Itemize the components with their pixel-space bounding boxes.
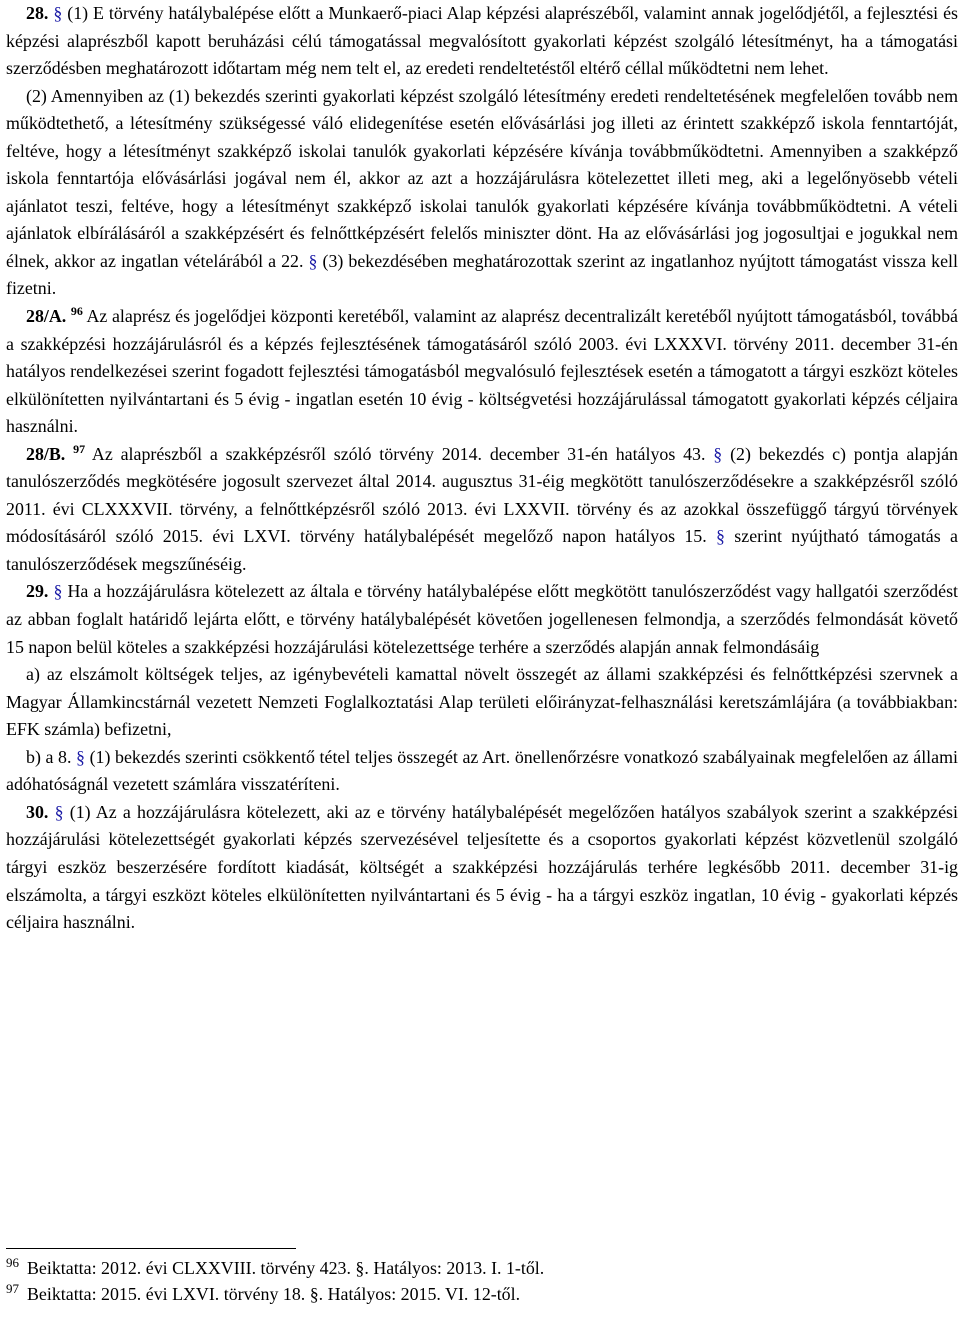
section-text: (1) Az a hozzájárulásra kötelezett, aki az e törvény hatálybalépését megelőzően hatályos szabályok szerint a szakképzési hozzájárulási kötelezettségét gyakorlati képzés szervezésével teljesítette és a csoportos gyakorlati képzést közvetlenül szolgáló tárgyi eszköz beszerzésére fordított kiadását, költségét a szakképzési hozzájárulás terhére legkésőbb 2011. december 31-ig elszámolta, a tárgyi eszközt köteles elkülönítetten nyilvántartani és 5 évig - ha a tárgyi eszköz ingatlan, 10 évig - gyakorlati képzés céljaira használni.	[6, 801, 958, 933]
section-number: 28/B.	[26, 443, 66, 464]
paragraph-sign: §	[54, 801, 64, 822]
section-text: Az alaprészből a szakképzésről szóló törvény 2014. december 31-én hatályos 43.	[91, 443, 706, 464]
footnotes	[6, 1248, 958, 1307]
section-28-paragraph-2	[6, 83, 958, 303]
section-text: (2) bekezdés c) pontja alapján tanulószerződés megkötésére jogosult szervezet által 2014. augusztus 31-éig megkötött tanulószerződésekre a szakképzésről szóló 2011. évi CLXXXVII. törvény, a felnőttképzésről szóló 2013. évi LXXVII. törvény és az azokkal összefüggő tárgyú törvények módosításáról szóló 2015. évi LXVI. törvény hatálybalépését megelőző napon hatályos 15.	[6, 443, 958, 547]
section-28a	[6, 303, 958, 441]
section-text: (3) bekezdésében meghatározottak szerint az ingatlanhoz nyújtott támogatást vissza kell fizetni.	[6, 250, 958, 299]
section-29-item-b	[6, 744, 958, 799]
paragraph-sign: §	[53, 581, 63, 602]
paragraph-sign: §	[716, 526, 725, 547]
footnote-text: Beiktatta: 2012. évi CLXXVIII. törvény 423. §. Hatályos: 2013. I. 1-től.	[27, 1258, 545, 1278]
footnote-97	[6, 1281, 958, 1307]
section-number: 28.	[26, 3, 49, 23]
item-text: b) a 8.	[26, 746, 72, 767]
section-text: (1) E törvény hatálybalépése előtt a Munkaerő-piaci Alap képzési alaprészéből, valamint annak jogelődjétől, a fejlesztési és képzési alaprészből kapott beruházási célú támogatással megvalósított gyakorlati képzést szolgáló létesítményt, ha a támogatási szerződésben meghatározott időtartam még nem telt el, az eredeti rendeltetéstől eltérő céllal működtetni nem lehet.	[6, 3, 958, 79]
footnote-text: Beiktatta: 2015. évi LXVI. törvény 18. §. Hatályos: 2015. VI. 12-től.	[27, 1284, 521, 1304]
section-29-item-a	[6, 661, 958, 744]
section-text: (2) Amennyiben az (1) bekezdés szerinti gyakorlati képzést szolgáló létesítmény eredeti rendeltetésének megfelelően tovább nem működtethető, a létesítmény szükségessé váló elidegenítése esetén elővásárlási jog illeti az érintett szakképző iskola fenntartóját, feltéve, hogy a létesítményt szakképző iskolai tanulók gyakorlati képzésére kívánja továbbműködtetni. Amennyiben a szakképző iskola fenntartója elővásárlási jogával nem él, akkor az azt a hozzájárulásra kötelezettet illeti meg, aki a legelőnyösebb vételi ajánlatot teszi, feltéve, hogy a létesítményt szakképző iskolai tanulók gyakorlati képzésére kívánja továbbműködtetni. A vételi ajánlatok elbírálásáról a szakképzésért és felnőttképzésért felelős miniszter dönt. Ha az elővásárlási jog jogosultjai e jogukkal nem élnek, akkor az ingatlan vételárából a 22.	[6, 85, 958, 271]
section-28-paragraph-1	[6, 0, 958, 83]
footnote-reference[interactable]: 96	[70, 304, 83, 319]
footnote-reference[interactable]: 97	[73, 441, 86, 456]
section-number: 30.	[26, 801, 49, 822]
footnote-96	[6, 1255, 958, 1281]
paragraph-sign: §	[76, 746, 85, 767]
section-30	[6, 799, 958, 937]
footnote-number: 97	[6, 1281, 19, 1296]
paragraph-sign: §	[308, 250, 318, 271]
section-number: 29.	[26, 581, 49, 602]
paragraph-sign: §	[713, 443, 723, 464]
paragraph-sign: §	[53, 3, 63, 23]
section-29	[6, 578, 958, 661]
footnote-number: 96	[6, 1255, 19, 1270]
item-text: a) az elszámolt költségek teljes, az igénybevételi kamattal növelt összegét az állami szakképzési és felnőttképzési szervnek a Magyar Államkincstárnál vezetett Nemzeti Foglalkoztatási Alap területi előirányzat-felhasználási keretszámlájára (a továbbiakban: EFK számla) befizetni,	[6, 664, 958, 740]
section-text: szerint nyújtható támogatás a tanulószerződések megszűnéséig.	[6, 526, 958, 574]
footnote-divider	[6, 1248, 296, 1249]
section-28b	[6, 441, 958, 579]
item-text: (1) bekezdés szerinti csökkentő tétel teljes összegét az Art. önellenőrzésre vonatkozó szabályainak megfelelően az állami adóhatóságnál vezetett számlára visszatéríteni.	[6, 746, 958, 795]
section-number: 28/A.	[26, 306, 67, 327]
document-body	[6, 0, 958, 937]
section-text: Az alaprész és jogelődjei központi keretéből, valamint az alaprész decentralizált keretéből nyújtott támogatásból, továbbá a szakképzési hozzájárulásról és a képzés fejlesztésének támogatásáról szóló 2003. évi LXXXVI. törvény 2011. december 31-én hatályos rendelkezései szerint fogadott fejlesztési támogatásból megvalósuló fejlesztések esetén a támogatott a tárgyi eszközt köteles elkülönítetten nyilvántartani és 5 évig - ingatlan esetén 10 évig - költségvetési hozzájárulással támogatott gyakorlati képzés céljaira használni.	[6, 306, 958, 437]
section-text: Ha a hozzájárulásra kötelezett az általa e törvény hatálybalépése előtt megkötött tanulószerződést vagy hallgatói szerződést az abban foglalt határidő lejárta előtt, e törvény hatálybalépését követően jogellenesen felmondja, a szerződés felmondását követő 15 napon belül köteles a szakképzési hozzájárulási kötelezettsége terhére a szerződés alapján annak felmondásáig	[6, 581, 958, 657]
